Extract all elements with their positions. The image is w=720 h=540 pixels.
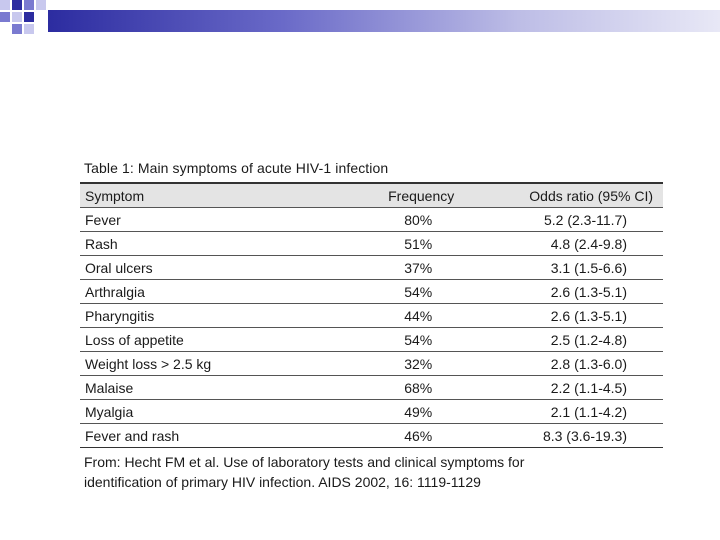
cell-frequency: 54% [320, 328, 473, 352]
header-odds-ratio: Odds ratio (95% CI) [472, 183, 663, 208]
decorative-square [24, 12, 34, 22]
table-row [80, 424, 663, 448]
header-gradient-stripe [48, 10, 720, 32]
table-row [80, 400, 663, 424]
table-body [80, 208, 663, 448]
cell-symptom: Weight loss > 2.5 kg [80, 352, 320, 376]
table-row [80, 304, 663, 328]
cell-symptom: Fever [80, 208, 320, 232]
table-header-row [80, 183, 663, 208]
table-source-citation [84, 452, 644, 492]
decorative-square [36, 0, 46, 10]
cell-odds-ratio: 5.2 (2.3-11.7) [472, 208, 663, 232]
table-row [80, 352, 663, 376]
decorative-square [12, 24, 22, 34]
table-row [80, 232, 663, 256]
cell-odds-ratio: 2.2 (1.1-4.5) [472, 376, 663, 400]
table-row [80, 376, 663, 400]
cell-frequency: 51% [320, 232, 473, 256]
decorative-square [24, 24, 34, 34]
cell-frequency: 37% [320, 256, 473, 280]
cell-frequency: 32% [320, 352, 473, 376]
table-row [80, 256, 663, 280]
cell-odds-ratio: 8.3 (3.6-19.3) [472, 424, 663, 448]
table-row [80, 280, 663, 304]
cell-symptom: Loss of appetite [80, 328, 320, 352]
cell-frequency: 68% [320, 376, 473, 400]
decorative-square [0, 12, 10, 22]
cell-symptom: Pharyngitis [80, 304, 320, 328]
table-caption: Table 1: Main symptoms of acute HIV-1 infection [84, 160, 389, 176]
cell-odds-ratio: 2.8 (1.3-6.0) [472, 352, 663, 376]
symptom-table-block [80, 160, 663, 492]
cell-symptom: Fever and rash [80, 424, 320, 448]
header-symptom: Symptom [80, 183, 320, 208]
decorative-square [24, 0, 34, 10]
cell-symptom: Rash [80, 232, 320, 256]
cell-odds-ratio: 2.6 (1.3-5.1) [472, 304, 663, 328]
cell-symptom: Myalgia [80, 400, 320, 424]
cell-symptom: Oral ulcers [80, 256, 320, 280]
table-row [80, 208, 663, 232]
symptom-table [80, 182, 663, 448]
cell-odds-ratio: 4.8 (2.4-9.8) [472, 232, 663, 256]
cell-odds-ratio: 2.5 (1.2-4.8) [472, 328, 663, 352]
decorative-square [12, 12, 22, 22]
source-line: From: Hecht FM et al. Use of laboratory tests and clinical symptoms for [84, 454, 525, 470]
source-line: identification of primary HIV infection. AIDS 2002, 16: 1119-1129 [84, 474, 481, 490]
decorative-header [0, 0, 720, 40]
cell-frequency: 80% [320, 208, 473, 232]
cell-frequency: 54% [320, 280, 473, 304]
decorative-square [0, 0, 10, 10]
decorative-square [12, 0, 22, 10]
cell-odds-ratio: 2.1 (1.1-4.2) [472, 400, 663, 424]
cell-odds-ratio: 2.6 (1.3-5.1) [472, 280, 663, 304]
cell-frequency: 46% [320, 424, 473, 448]
header-frequency: Frequency [320, 183, 473, 208]
cell-symptom: Malaise [80, 376, 320, 400]
table-row [80, 328, 663, 352]
cell-symptom: Arthralgia [80, 280, 320, 304]
cell-frequency: 44% [320, 304, 473, 328]
cell-frequency: 49% [320, 400, 473, 424]
cell-odds-ratio: 3.1 (1.5-6.6) [472, 256, 663, 280]
